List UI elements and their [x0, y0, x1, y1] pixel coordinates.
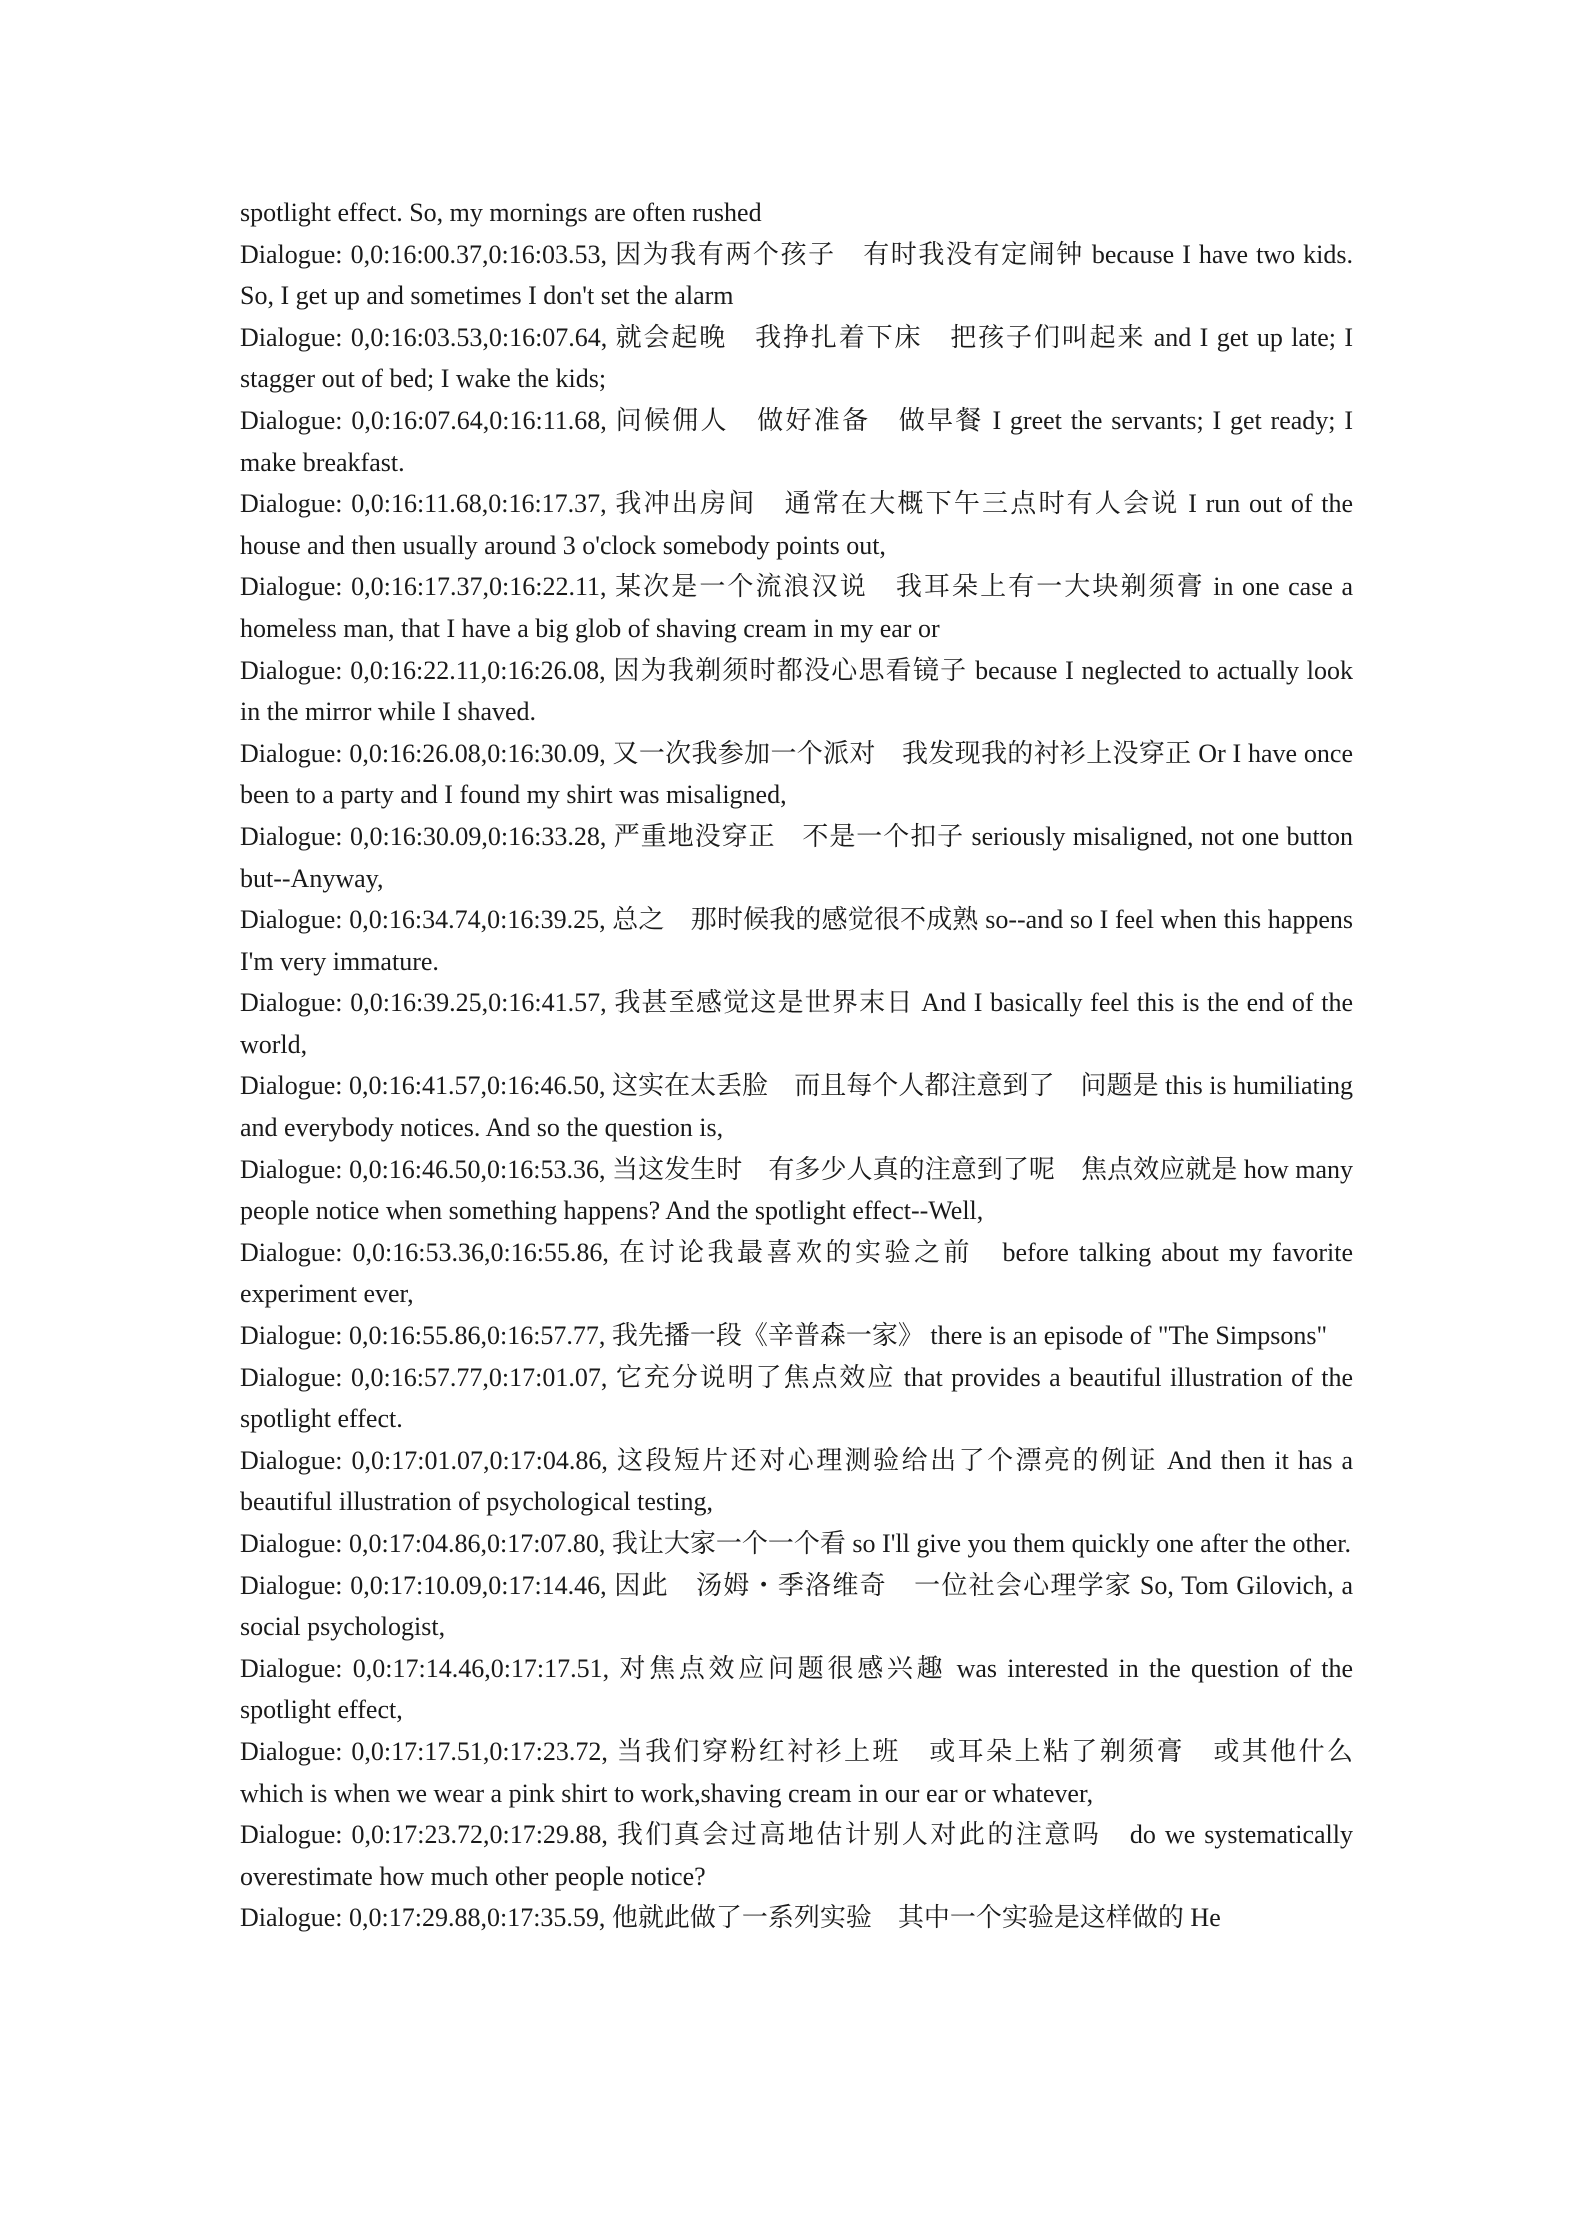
dialogue-entry: Dialogue: 0,0:16:17.37,0:16:22.11, 某次是一个流浪汉说 我耳朵上有一大块剃须膏 in one case a homeless man, that I have a big glob of shaving cream in my ear or	[240, 572, 1353, 643]
dialogue-entry: Dialogue: 0,0:16:26.08,0:16:30.09, 又一次我参加一个派对 我发现我的衬衫上没穿正 Or I have once been to a party and I found my shirt was misaligned,	[240, 738, 1353, 810]
dialogue-entry: Dialogue: 0,0:16:53.36,0:16:55.86, 在讨论我最喜欢的实验之前 before talking about my favorite experiment ever,	[240, 1237, 1353, 1309]
dialogue-entry: Dialogue: 0,0:16:57.77,0:17:01.07, 它充分说明了焦点效应 that provides a beautiful illustration of the spotlight effect.	[240, 1362, 1353, 1434]
dialogue-entry: Dialogue: 0,0:16:00.37,0:16:03.53, 因为我有两个孩子 有时我没有定闹钟 because I have two kids. So, I get up and sometimes I don't set the alarm	[240, 239, 1353, 311]
dialogue-entry: Dialogue: 0,0:17:14.46,0:17:17.51, 对焦点效应问题很感兴趣 was interested in the question of the spotlight effect,	[240, 1653, 1353, 1725]
dialogue-entry: Dialogue: 0,0:16:39.25,0:16:41.57, 我甚至感觉这是世界末日 And I basically feel this is the end of the world,	[240, 988, 1353, 1059]
dialogue-entry: Dialogue: 0,0:17:17.51,0:17:23.72, 当我们穿粉红衬衫上班 或耳朵上粘了剃须膏 或其他什么 which is when we wear a pink shirt to work,shaving cream in our ear or whatever,	[240, 1736, 1353, 1808]
dialogue-entry: Dialogue: 0,0:16:30.09,0:16:33.28, 严重地没穿正 不是一个扣子 seriously misaligned, not one button but--Anyway,	[240, 821, 1353, 893]
dialogue-entry: Dialogue: 0,0:16:03.53,0:16:07.64, 就会起晚 我挣扎着下床 把孩子们叫起来 and I get up late; I stagger out of bed; I wake the kids;	[240, 322, 1353, 394]
dialogue-entry: Dialogue: 0,0:17:01.07,0:17:04.86, 这段短片还对心理测验给出了个漂亮的例证 And then it has a beautiful illustration of psychological testing,	[240, 1445, 1353, 1517]
dialogue-entry: Dialogue: 0,0:16:11.68,0:16:17.37, 我冲出房间 通常在大概下午三点时有人会说 I run out of the house and then usually around 3 o'clock somebody points out,	[240, 489, 1353, 560]
dialogue-entry: Dialogue: 0,0:16:34.74,0:16:39.25, 总之 那时候我的感觉很不成熟 so--and so I feel when this happens I'm very immature.	[240, 905, 1353, 976]
document-page	[240, 192, 1353, 1939]
dialogue-entry: Dialogue: 0,0:16:41.57,0:16:46.50, 这实在太丢脸 而且每个人都注意到了 问题是 this is humiliating and everybody notices. And so the question is,	[240, 1071, 1353, 1143]
dialogue-entry: Dialogue: 0,0:17:23.72,0:17:29.88, 我们真会过高地估计别人对此的注意吗 do we systematically overestimate how much other people notice?	[240, 1820, 1353, 1891]
dialogue-entry: Dialogue: 0,0:16:22.11,0:16:26.08, 因为我剃须时都没心思看镜子 because I neglected to actually look in the mirror while I shaved.	[240, 655, 1353, 727]
dialogue-entry: Dialogue: 0,0:17:04.86,0:17:07.80, 我让大家一个一个看 so I'll give you them quickly one after the other.	[240, 1529, 1351, 1558]
text-line-continuation: spotlight effect. So, my mornings are often rushed	[240, 198, 762, 227]
dialogue-entry: Dialogue: 0,0:16:46.50,0:16:53.36, 当这发生时 有多少人真的注意到了呢 焦点效应就是 how many people notice when something happens? And the spotlight effect--Well,	[240, 1154, 1353, 1226]
dialogue-entry: Dialogue: 0,0:17:29.88,0:17:35.59, 他就此做了一系列实验 其中一个实验是这样做的 He	[240, 1903, 1221, 1933]
dialogue-entry: Dialogue: 0,0:17:10.09,0:17:14.46, 因此 汤姆・季洛维奇 一位社会心理学家 So, Tom Gilovich, a social psychologist,	[240, 1570, 1353, 1642]
dialogue-entry: Dialogue: 0,0:16:07.64,0:16:11.68, 问候佣人 做好准备 做早餐 I greet the servants; I get ready; I make breakfast.	[240, 405, 1353, 477]
dialogue-entry: Dialogue: 0,0:16:55.86,0:16:57.77, 我先播一段《辛普森一家》 there is an episode of "The Simpsons"	[240, 1321, 1328, 1351]
